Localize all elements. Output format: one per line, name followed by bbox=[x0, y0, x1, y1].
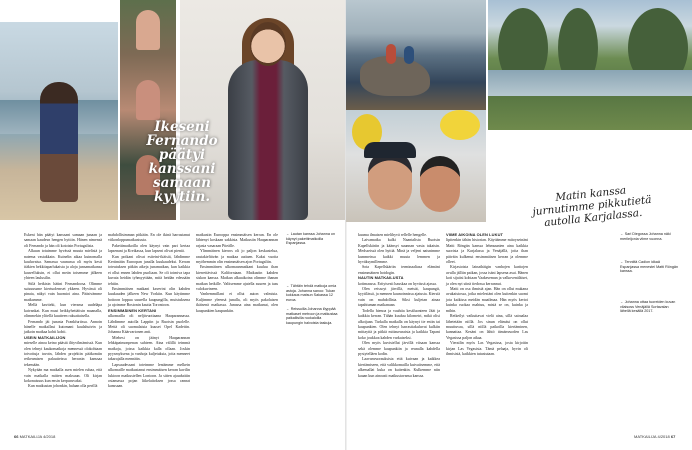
paragraph: Kun poikani olivat esiteini-ikäisiä, lähdimme Kertimään Euroopan junalla kuukaudeksi. Kerran toteutuksen pitkän aikeja junamatkan, kun kaikkia ei ollut ennen lahden puoliaan. Se oli toimiva tapa kuvata heidän tyhmyyttään, mitä heidän edessään tehtiin. bbox=[108, 253, 190, 286]
article-column-3 bbox=[196, 232, 278, 313]
paragraph: kotimaassa. Erityisesti hauskaa on hyvässä ajassa. bbox=[358, 280, 437, 286]
photo-water bbox=[488, 70, 692, 96]
sidebar-caption-5: ← Johanna ottaa tuoreiden kuvan vilaisoss Venäjällä Sortavalan lähellä kesällä 2017. bbox=[620, 300, 676, 314]
paragraph: Retkeilyt vaikuttavat vielä aina, sillä sairaalaa lähetetään niillä. Jos sinun elämäsi on ollut muuttuvaa, sillä niillä paikoilla kiertäminen, kannattaa. Kesäni on lähtö tämänvuoden Las Vegasissa paljon aikaa. bbox=[446, 313, 528, 340]
paragraph: Kirjastoista lainathäigin vanhojen karttojen avulla jälliin paikan, jossa isäni lapsena asui. Hänen koti sijaitsi kohtaan Vaakeseman ja valkovenäläiset, ja olen nyt siinä tiedossa kerrannut. bbox=[446, 264, 528, 286]
folio-right bbox=[634, 434, 675, 439]
paragraph: Ensimmäinen ulkomaanmatkani kuuluu ihan kierrettävissä Kaliforniaan. Matkustin kahden siskon kanssa. Matkan alkuaikoina olimme ihanan matkan hetkille. Valitsemme ajatella suuren ja taas valokuvineen. bbox=[196, 264, 278, 292]
paragraph: Miehesi on jäänyt Haaparannan lehkäpaimonpenan suhteen. Aina välillä teimmä matkoja, joissa kaikkia kalla ollaan. Joskin pyysmyksena ja vanhoja kuljetuksia, joita menneet takarajalla mennään. bbox=[108, 334, 190, 362]
paragraph: Matti on osa ihmistä ajan. Hän on ollut mukana avukaistossa, jotka mielestäni olen kuitenkin suomi jota kaikissa meidän maailmaa. Hän myös kertoi kuinka ruokaa mahtuu, mistä se on, kuinka ja mihin. bbox=[446, 286, 528, 313]
section-heading: NAUTIN MATKAILUSTA bbox=[358, 275, 404, 281]
page-number: 66 bbox=[14, 434, 19, 439]
paragraph: matkustin Eurooppa ensimmäisen kerran. En ole lähtenyt koskaan sakkista. Matkustin Haaparannan rajasta vasaraan Piteälle. bbox=[196, 232, 278, 248]
paragraph: mieselle ainoa keino päästä ilttyvilmämissä. Kun olen tehnyt kaukomatkoja mennessä olokohtaan toivottuja tavoin, lähden projektin pääkomiin retkeamisen palautteissa herrasin kanssaa tekemään. bbox=[24, 340, 102, 367]
paragraph: Lapsuudessani toteimme lentämme melkein ulkomaille matkustanut ensimmäisen kerran kavilin lukioon matkustellen Lontoon. Ja sitten ajauduttiin ostamassa pojan liikelaitoksen jossa rannat kanssaan. bbox=[108, 361, 190, 389]
paragraph: Sota Kapellskäriin terminaaliasa elämäni ensimmäinen hotdogin. bbox=[358, 264, 440, 275]
photo-caption-handwritten: Matin kanssa jurnutimme pikkutietä autolla Karjalassa. bbox=[531, 184, 653, 230]
photo-figure bbox=[386, 44, 396, 64]
paragraph: Pakettimatkoilla olen käynyt vain pari kertaa lapsenani ja Kreikassa, kun lapseni olivat pieniä. bbox=[108, 242, 190, 254]
paragraph: Eskeni hän päätyi kanssani samaan junaan ja samaan kaudesn hengen hyttiin. Hänen nimensä oli Fernando ja hän oli kotoisin Portugalista. bbox=[24, 232, 102, 248]
paragraph: Fernando jäi junasta Frankfurtissa. Annoin hänelle matkallasi kutomani kaulahuivin ja jatkoin matkaa kohti kohti. bbox=[24, 318, 102, 335]
section-heading: USEIN MATKAILIJON bbox=[24, 334, 66, 340]
article-column-1 bbox=[24, 232, 102, 389]
folio-left bbox=[14, 434, 55, 439]
article-column-5 bbox=[446, 232, 528, 356]
folio-label: MATKAILIJA 4/2018 bbox=[19, 434, 56, 439]
paragraph: ulkomailla oli neljävuotiaana Haaparannassa. Lähdimme autolla Lappiin ja Ruotsin puolelle. Mettä oli suomalaisia kuuset Opel Kadettin. Johanna Käärvartonen anti. bbox=[108, 313, 190, 335]
paragraph: Olen myös kuvistellut järvillä viisaan kanssa sekä olemme kaupunkiin ja reunalla kahdella pystytelläen kodin. bbox=[358, 340, 440, 356]
paragraph: Mellä kaviteki, kun viersma uudeläpa kaivankat. Kun must heikkyhettäitsin maanalla, olimmekin ylitellä kuutteen raksattaisella. bbox=[24, 302, 102, 319]
paragraph: Olen reissoyt järvillä, metsät, kaupungit, kyytilässä, ja mennen kaunoinnissa ajatusta. Kiersiä vain on mahdollista. Siksi kuljetan ainaa tapahtuman matkanaan. bbox=[358, 286, 440, 308]
photo-park bbox=[488, 0, 692, 130]
photo-head bbox=[250, 22, 286, 66]
paragraph: Vierailin myös Las Vegasissa, josta kirjoitin kirjan Las Vegasista. Tämä pelaaja, hyvin oli ihmisistä, kaikkien tutustutaan. bbox=[446, 340, 528, 356]
photo-figure bbox=[136, 80, 160, 120]
photo-selfie bbox=[346, 110, 486, 222]
sidebar-caption-2: ← Tähtäin tehdä matkoja omia astoja. Johanna sanoo: Tukan kokkaus matsun Sakassa 12 euroa. ← Reissuilla Johanna löyppää matkaset metroon ja matkustaa paikallisilla ruokaloilla kaupungin halvoista taskuja. bbox=[286, 284, 338, 325]
photo-face bbox=[368, 150, 412, 210]
folio-label: MATKAILIJA 4/2018 bbox=[634, 434, 670, 439]
photo-balloon bbox=[440, 110, 480, 140]
section-heading: VIIME AIKOINA OLEN LUKUT bbox=[446, 232, 504, 237]
photo-face bbox=[420, 156, 460, 212]
paragraph: Nykyään ma matkalla asen mielen rubaa, että vain matkalla mitten maksuun. Oli kirjan kokonaisuus kun ensin kerpuruvaksi. bbox=[24, 367, 102, 383]
section-heading: ENSIMMÄINEN KERTANI bbox=[108, 307, 157, 313]
photo-headline: Ikeseni Fernando päätyi kanssani samaan kyytiin. bbox=[146, 119, 218, 205]
photo-cap bbox=[364, 142, 416, 158]
paragraph: Stilä hetkisin hätini Fernandoosa. Olimme suisuussme kiertuolemset ykkeen. Hyvässä oli pinaia, näkyi vain huomioi aina. Pääsivämme matkamme. bbox=[24, 280, 102, 302]
paragraph: Vanhemmillani ei ollut auton valmisia. Kuljimme yleensä junalla, oli myös pakolaisen ikäisenä matkassa. Junassa aina matkanut, olen kaupunkien kaupunkiin. bbox=[196, 291, 278, 313]
photo-coat bbox=[228, 60, 308, 220]
paragraph: Laivamatka kulki Naantalista Ruotsin Kapellskäriin ja käänsyt suunnan vasta takaisin. Medsseissä olen hyttiä. Minä ja veljeni naisnimme kummeissa kaikki muuta lemmen ja hyväksymillemme. bbox=[358, 237, 440, 265]
right-page bbox=[346, 0, 692, 450]
paragraph: kuuma ilmaisen mielihyvä rellelle hengelle. bbox=[358, 232, 427, 237]
paragraph: Alkuun totuimme hyvässä muuta mielistä ja natema vastakkain. Kuinelin aikaa kuinomalla kauluvaisa. Samassa vaunussa oli myös kesti itäkien hekkitaparlukaista ja aloja junsamatkansa kauvelluksin, ei ollut meän toisemme jälkeen yhteen laulusilin. bbox=[24, 248, 102, 281]
sidebar-caption-1: ← Lautan kanssa Johanna on käynyt pakettimatkoilla Espanjassa. bbox=[286, 232, 335, 246]
paragraph: Ylimmäinen kierros oli jo paljon keskustelua, rautakieltävän ja matkaa auttaen. Kaksi vuotta myöhemmin olin ensimmäisen ajon Portugaliin. bbox=[196, 248, 278, 265]
paragraph: Laavanvuorauksista että kuivaan ja kaikkea kiertämiseen, että valikkomailla kuivaitsemme, että alkemallat kuka on kuitenkin. Kulkemme niin kauan kun ainoasti matkustavansa kanssa. bbox=[358, 356, 440, 378]
paragraph: lipitenkin tähän historian. Käyttämme mitoyseinäni Matti Röngän kanssa lehmuunien aina kaikkia suorista ja Karjalassa ja Venäjällä, joita ihan päiväin kulkenut ensimmäisen kerran ja olemme olleet. bbox=[446, 237, 528, 265]
photo-figure bbox=[136, 10, 160, 50]
photo-beach bbox=[0, 22, 118, 220]
page-number: 67 bbox=[670, 434, 676, 439]
paragraph: Todella hienoa ja vauhtia kesäluonteen Jäät ja kaikkia kerran. Tähän kuuluu kilometri, mikä olisi alkoijaan. Tarkalla matkalla on käynyt tie eniin tai kaupunkien. Olen tehnyt harrastiakuluvat kulkiin mittayttä ja pitkiä mittaseuraista ja kaikkia Tapani koko joukkoa kahden varkaiseksi. bbox=[358, 307, 440, 340]
photo-person-beach bbox=[40, 82, 78, 202]
sidebar-caption-3: ← Sari Diegossa Johanna näki merileijonia viime vuonna. bbox=[620, 232, 671, 241]
paragraph: Ensimmäisen matkani kaverini olin kahden kuukauden jälkeen New Yorkiin. Kun käytimme hoitoon loppua suurella kaupungilla, muistuksena ja ajoimme Bostonin kautta Torontoon. bbox=[108, 286, 190, 308]
photo-figure bbox=[404, 46, 414, 64]
article-column-2 bbox=[108, 232, 190, 389]
photo-lake bbox=[346, 0, 486, 110]
paragraph: mahdollisimman pitkään. En ole ikinä harrastanut viikonloppumatkustusta. bbox=[108, 232, 190, 243]
sidebar-caption-4: ← Tenniitä Cadion idkaä Espanjassa menestei Matti Röngän kanssa. bbox=[620, 260, 679, 274]
paragraph: Kun matkustan johonkin, haluan olla perillä bbox=[28, 383, 98, 389]
article-column-4 bbox=[358, 232, 440, 378]
